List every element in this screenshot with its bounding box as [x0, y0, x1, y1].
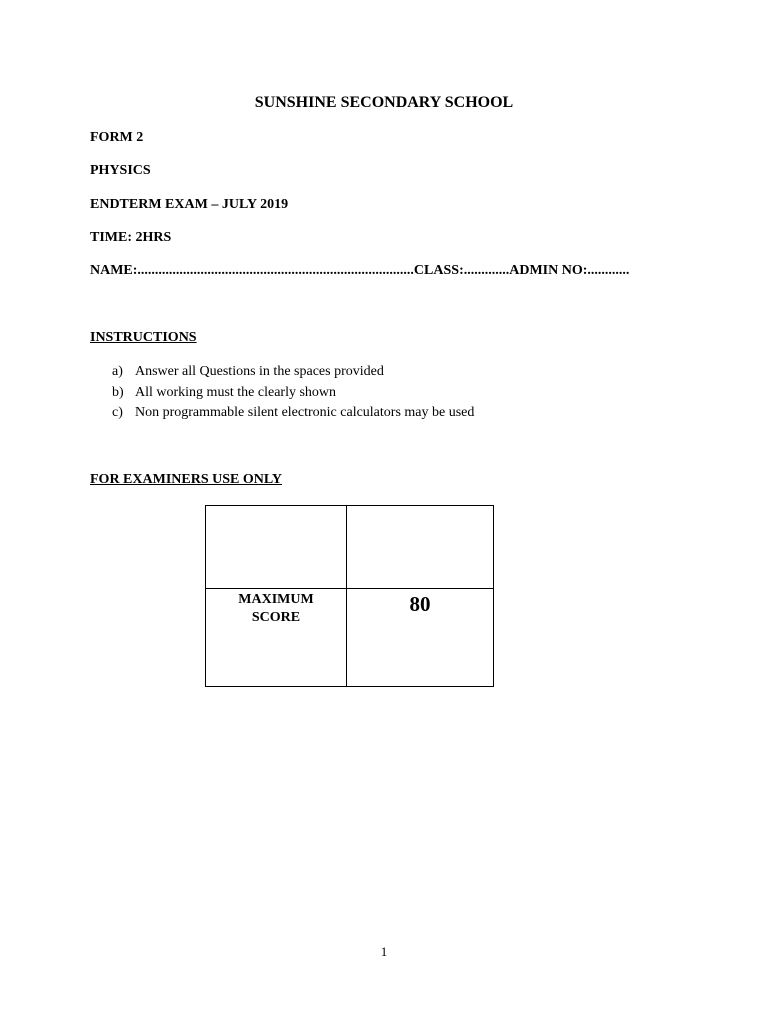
table-row — [206, 589, 494, 687]
examiners-heading: FOR EXAMINERS USE ONLY — [90, 472, 283, 487]
max-score-value: 80 — [409, 592, 431, 616]
max-score-label — [206, 591, 346, 627]
instruction-marker: a) — [112, 364, 123, 379]
instruction-marker: c) — [112, 405, 123, 420]
instruction-item — [112, 364, 384, 380]
time-label: TIME: 2HRS — [90, 230, 172, 245]
instruction-text: All working must the clearly shown — [135, 385, 337, 400]
table-row — [206, 506, 494, 589]
instruction-item — [112, 385, 336, 401]
instruction-item — [112, 405, 474, 421]
school-title: SUNSHINE SECONDARY SCHOOL — [254, 94, 514, 111]
form-label: FORM 2 — [90, 130, 144, 145]
student-details-line: NAME:...............................................................................CLASS:.............ADMIN NO:............ — [90, 263, 630, 278]
max-score-label-line: SCORE — [251, 610, 301, 625]
max-score-label-cell — [206, 589, 347, 687]
max-score-label-line: MAXIMUM — [238, 592, 314, 607]
table-cell-empty — [347, 506, 494, 589]
exam-label: ENDTERM EXAM – JULY 2019 — [90, 197, 289, 212]
page-number: 1 — [380, 944, 388, 959]
instruction-text: Non programmable silent electronic calculators may be used — [135, 405, 475, 420]
instruction-text: Answer all Questions in the spaces provided — [135, 364, 384, 379]
instruction-marker: b) — [112, 385, 124, 400]
instructions-heading: INSTRUCTIONS — [90, 330, 197, 345]
examiner-score-table — [205, 505, 494, 687]
subject-label: PHYSICS — [90, 163, 151, 178]
max-score-value-cell — [347, 589, 494, 687]
table-cell-empty — [206, 506, 347, 589]
